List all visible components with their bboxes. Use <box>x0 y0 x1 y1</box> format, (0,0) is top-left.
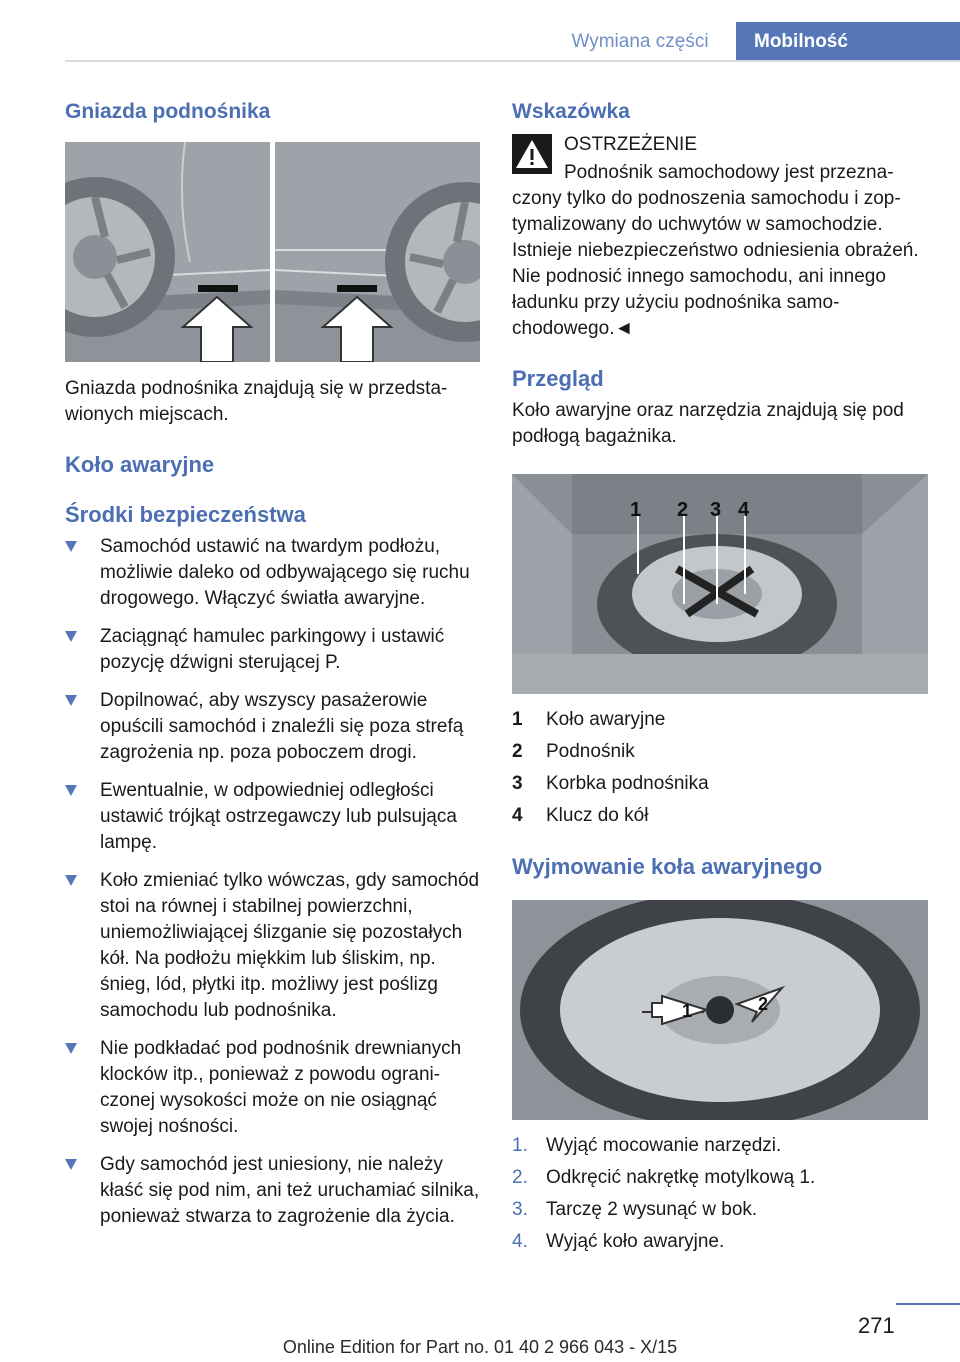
figure-jack-points <box>65 142 480 362</box>
list-item: Dopilnować, aby wszyscy pasażerowie opuścili samochód i znaleźli się poza strefą zagrożenia np. poza poboczem drogi. <box>65 688 480 766</box>
callout-2: 2 <box>677 499 689 521</box>
callout-2: 2 <box>758 994 769 1014</box>
legend-row: 2 Podnośnik <box>512 741 635 762</box>
header-chapter-tab[interactable]: Mobilność <box>736 22 960 62</box>
bullet-triangle-icon <box>65 631 77 642</box>
callout-3: 3 <box>710 499 722 521</box>
footer-edition: Online Edition for Part no. 01 40 2 966 043 - X/15 <box>282 1337 678 1357</box>
page-number: 271 <box>858 1313 895 1338</box>
step-row: 2. Odkręcić nakrętkę motylkową 1. <box>512 1167 816 1188</box>
list-item: Zaciągnąć hamulec parkingowy i ustawić pozycję dźwigni sterującej P. <box>65 624 480 676</box>
bullet-triangle-icon <box>65 1159 77 1170</box>
warning-title: OSTRZEŻENIE <box>564 134 698 155</box>
list-item: Koło zmieniać tylko wówczas, gdy samochód stoi na równej i stabilnej powierzchni, uniemożliwiającej ślizganie się pozostałych kół. Na podłożu miękkim lub śliskim, np. śnieg, lód, płytki itp. możliwy jest poślizg samochodu lub podnośnika. <box>65 868 480 1024</box>
step-row: 3. Tarczę 2 wysunąć w bok. <box>512 1199 758 1220</box>
heading-note: Wskazówka <box>512 100 630 123</box>
bullet-triangle-icon <box>65 785 77 796</box>
callout-1: 1 <box>630 499 642 521</box>
heading-jack-points: Gniazda podnośnika <box>65 100 271 123</box>
warning-block <box>512 130 928 342</box>
caption-jack-points: Gniazda podnośnika znajdują się w przedstawionych miejscach. <box>65 378 448 425</box>
warning-text: Podnośnik samochodowy jest przeznaczony tylko do podnoszenia samochodu i zoptymalizowany do uchwytów w samochodzie. Istnieje niebezpieczeństwo odniesienia obrażeń. Nie podnosić innego samochodu, ani innego ładunku przy użyciu podnośnika samochodowego.◄ <box>512 162 919 339</box>
legend-row: 1 Koło awaryjne <box>512 709 666 730</box>
bullet-triangle-icon <box>65 541 77 552</box>
callout-4: 4 <box>738 499 750 521</box>
header-section-tab[interactable]: Wymiana części <box>571 31 709 52</box>
callout-1: 1 <box>682 1001 693 1021</box>
header-divider <box>65 60 960 62</box>
list-item: Ewentualnie, w odpowiedniej odległości ustawić trójkąt ostrzegawczy lub pulsująca lampę. <box>65 778 480 856</box>
step-row: 4. Wyjąć koło awaryjne. <box>512 1231 725 1252</box>
legend-row: 3 Korbka podnośnika <box>512 773 709 794</box>
heading-overview: Przegląd <box>512 366 604 391</box>
step-row: 1. Wyjąć mocowanie narzędzi. <box>512 1135 782 1156</box>
list-item: Samochód ustawić na twardym podłożu, możliwie daleko od odbywającego się ruchu drogowego. Włączyć światła awaryjne. <box>65 534 480 612</box>
bullet-triangle-icon <box>65 875 77 886</box>
figure-legend <box>512 704 928 832</box>
heading-safety-measures: Środki bezpieczeństwa <box>65 502 306 527</box>
heading-remove-spare: Wyjmowanie koła awaryjnego <box>512 854 823 879</box>
trunk-overview-illustration <box>512 474 928 694</box>
figure-spare-wheel <box>512 900 928 1120</box>
bullet-triangle-icon <box>65 695 77 706</box>
spare-wheel-illustration <box>512 900 928 1120</box>
right-column <box>512 100 928 1258</box>
overview-text: Koło awaryjne oraz narzędzia znajdują się pod podłogą bagażnika. <box>512 400 904 447</box>
list-item: Nie podkładać pod podnośnik drewnianych klocków itp., ponieważ z powodu ograniczonej wysokości może on nie osiągnąć swojej nośności. <box>65 1036 480 1140</box>
footer-divider <box>896 1303 960 1305</box>
bullet-triangle-icon <box>65 1043 77 1054</box>
left-column <box>65 100 480 1242</box>
legend-row: 4 Klucz do kół <box>512 805 649 826</box>
list-item: Gdy samochód jest uniesiony, nie należy kłaść się pod nim, ani też uruchamiać silnika, ponieważ stwarza to zagrożenie dla życia. <box>65 1152 480 1230</box>
figure-trunk-overview <box>512 474 928 694</box>
safety-list <box>65 534 480 1230</box>
jack-points-illustration <box>65 142 480 362</box>
step-list <box>512 1130 928 1258</box>
heading-spare-wheel: Koło awaryjne <box>65 452 215 477</box>
warning-triangle-icon <box>512 134 552 174</box>
